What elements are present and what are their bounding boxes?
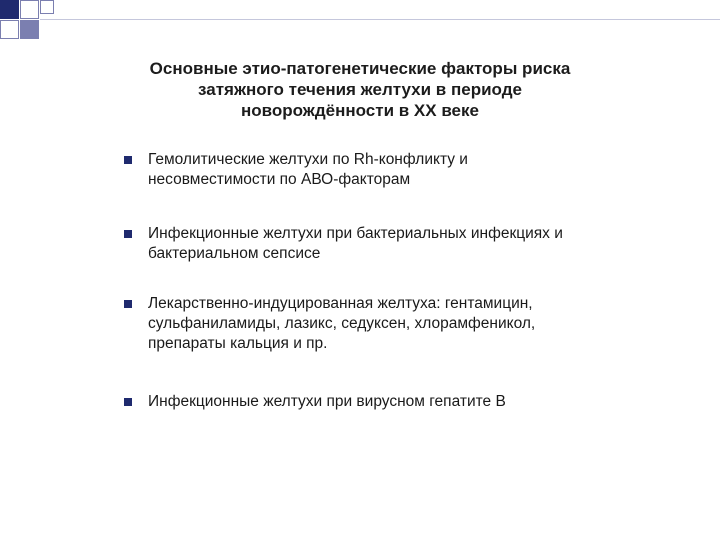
decor-square-mid xyxy=(20,20,39,39)
list-item-line: препараты кальция и пр. xyxy=(148,335,328,352)
decor-square-dark xyxy=(0,0,19,19)
list-item-line: Инфекционные желтухи при вирусном гепатите В xyxy=(148,393,506,410)
list-item-line: Инфекционные желтухи при бактериальных инфекциях и xyxy=(148,225,563,242)
header-rule xyxy=(40,19,720,20)
decor-square-light xyxy=(0,20,19,39)
corner-decoration xyxy=(0,0,720,40)
title-line: новорождённости в XX веке xyxy=(241,101,479,120)
decor-square-small xyxy=(40,0,54,14)
list-item-line: бактериальном сепсисе xyxy=(148,245,321,262)
list-item-text xyxy=(148,294,648,354)
list-item-line: несовместимости по АВО-факторам xyxy=(148,171,411,188)
list-item-line: сульфаниламиды, лазикс, седуксен, хлорамфеникол, xyxy=(148,315,536,332)
square-bullet-icon xyxy=(124,398,132,406)
list-item-text xyxy=(148,224,648,264)
list-item-line: Гемолитические желтухи по Rh-конфликту и xyxy=(148,151,468,168)
square-bullet-icon xyxy=(124,156,132,164)
slide-title xyxy=(60,58,660,121)
list-item-text xyxy=(148,392,648,412)
list-item-line: Лекарственно-индуцированная желтуха: гентамицин, xyxy=(148,295,533,312)
square-bullet-icon xyxy=(124,230,132,238)
title-line: Основные этио-патогенетические факторы риска xyxy=(149,59,571,78)
decor-square-outline xyxy=(20,0,39,19)
square-bullet-icon xyxy=(124,300,132,308)
list-item-text xyxy=(148,150,648,190)
title-line: затяжного течения желтухи в периоде xyxy=(198,80,522,99)
